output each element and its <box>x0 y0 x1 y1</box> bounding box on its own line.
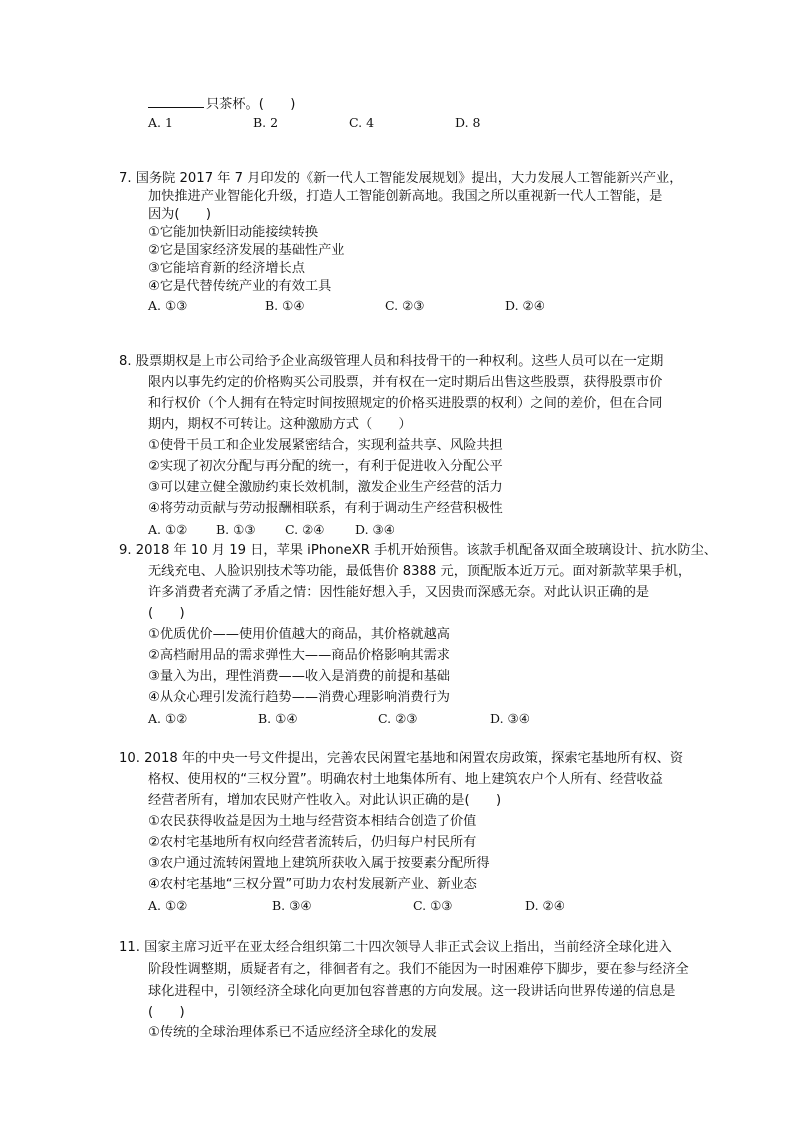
q6-option-c: C. 4 <box>349 115 375 130</box>
q6-option-a: A. 1 <box>148 115 173 130</box>
q10-option-a: A. ①② <box>148 898 188 913</box>
q10-option-c: C. ①③ <box>413 898 453 913</box>
q7-option-a: A. ①③ <box>148 298 188 313</box>
q9-option-a: A. ①② <box>148 711 188 726</box>
q8-option-b: B. ①③ <box>216 522 256 537</box>
answer-blank <box>148 94 204 108</box>
q10-choice-4: ④农村宅基地“三权分置”可助力农村发展新产业、新业态 <box>148 877 477 892</box>
q7-choice-1: ①它能加快新旧动能接续转换 <box>148 225 319 240</box>
q8-choice-2: ②实现了初次分配与再分配的统一，有利于促进收入分配公平 <box>148 459 503 474</box>
q10-choice-3: ③农户通过流转闲置地上建筑所获收入属于按要素分配所得 <box>148 856 490 871</box>
q10-choice-1: ①农民获得收益是因为土地与经营资本相结合创造了价值 <box>148 814 477 829</box>
q9-option-c: C. ②③ <box>378 711 418 726</box>
q8-option-a: A. ①② <box>148 522 188 537</box>
q7-choice-2: ②它是国家经济发展的基础性产业 <box>148 243 345 258</box>
q8-line-2: 限内以事先约定的价格购买公司股票，并有权在一定时期后出售这些股票，获得股票市价 <box>148 375 663 390</box>
q6-option-b: B. 2 <box>253 115 279 130</box>
q7-option-d: D. ②④ <box>505 298 545 313</box>
q8-choice-3: ③可以建立健全激励约束长效机制，激发企业生产经营的活力 <box>148 480 503 495</box>
q11-line-3: 球化进程中，引领经济全球化向更加包容普惠的方向发展。这一段讲话向世界传递的信息是 <box>148 984 676 999</box>
q9-line-2: 无线充电、人脸识别技术等功能，最低售价 8388 元，顶配版本近万元。面对新款苹果手机， <box>148 564 692 579</box>
q7-line-3: 因为( ) <box>148 207 212 222</box>
q8-line-3: 和行权价（个人拥有在特定时间按照规定的价格买进股票的权利）之间的差价，但在合同 <box>148 396 663 411</box>
q7-option-c: C. ②③ <box>385 298 425 313</box>
q8-line-4: 期内，期权不可转让。这种激励方式（ ） <box>148 417 412 432</box>
q9-line-1: 9. 2018 年 10 月 19 日，苹果 iPhoneXR 手机开始预售。该款手机配备双面全玻璃设计、抗水防尘、 <box>119 543 717 558</box>
q10-line-3: 经营者所有，增加农民财产性收入。对此认识正确的是( ) <box>148 793 502 808</box>
q9-choice-4: ④从众心理引发流行趋势——消费心理影响消费行为 <box>148 690 450 705</box>
q7-choice-4: ④它是代替传统产业的有效工具 <box>148 279 332 294</box>
q7-option-b: B. ①④ <box>265 298 305 313</box>
q11-line-2: 阶段性调整期，质疑者有之，徘徊者有之。我们不能因为一时困难停下脚步，要在参与经济全 <box>148 962 689 977</box>
q10-line-1: 10. 2018 年的中央一号文件提出，完善农民闲置宅基地和闲置农房政策，探索宅基地所有权、资 <box>119 751 684 766</box>
q8-choice-4: ④将劳动贡献与劳动报酬相联系，有利于调动生产经营积极性 <box>148 501 503 516</box>
q6-stem-tail <box>148 94 295 114</box>
q9-choice-3: ③量入为出，理性消费——收入是消费的前提和基础 <box>148 669 450 684</box>
q9-line-4: ( ) <box>148 606 185 621</box>
q7-choice-3: ③它能培育新的经济增长点 <box>148 261 305 276</box>
q10-choice-2: ②农村宅基地所有权向经营者流转后，仍归每户村民所有 <box>148 835 477 850</box>
q11-choice-1: ①传统的全球治理体系已不适应经济全球化的发展 <box>148 1025 437 1040</box>
q9-choice-2: ②高档耐用品的需求弹性大——商品价格影响其需求 <box>148 648 450 663</box>
q8-choice-1: ①使骨干员工和企业发展紧密结合，实现利益共享、风险共担 <box>148 438 503 453</box>
q9-option-d: D. ③④ <box>490 711 530 726</box>
q8-option-c: C. ②④ <box>285 522 325 537</box>
q9-line-3: 许多消费者充满了矛盾之情：因性能好想入手，又因贵而深感无奈。对此认识正确的是 <box>148 585 650 600</box>
q6-stem-text: 只茶杯。( ) <box>206 97 296 112</box>
q11-line-4: ( ) <box>148 1005 185 1020</box>
q9-choice-1: ①优质优价——使用价值越大的商品，其价格就越高 <box>148 627 450 642</box>
q10-option-d: D. ②④ <box>525 898 565 913</box>
q8-line-1: 8. 股票期权是上市公司给予企业高级管理人员和科技骨干的一种权利。这些人员可以在一定期 <box>119 354 664 369</box>
q11-line-1: 11. 国家主席习近平在亚太经合组织第二十四次领导人非正式会议上指出，当前经济全球化进入 <box>119 940 672 955</box>
q6-option-d: D. 8 <box>455 115 481 130</box>
q10-option-b: B. ③④ <box>272 898 312 913</box>
q7-line-1: 7. 国务院 2017 年 7 月印发的《新一代人工智能发展规划》提出，大力发展人工智能新兴产业， <box>119 171 683 186</box>
q7-line-2: 加快推进产业智能化升级，打造人工智能创新高地。我国之所以重视新一代人工智能，是 <box>148 189 663 204</box>
q9-option-b: B. ①④ <box>258 711 298 726</box>
q10-line-2: 格权、使用权的“三权分置”。明确农村土地集体所有、地上建筑农户个人所有、经营收益 <box>148 772 663 787</box>
q8-option-d: D. ③④ <box>355 522 395 537</box>
